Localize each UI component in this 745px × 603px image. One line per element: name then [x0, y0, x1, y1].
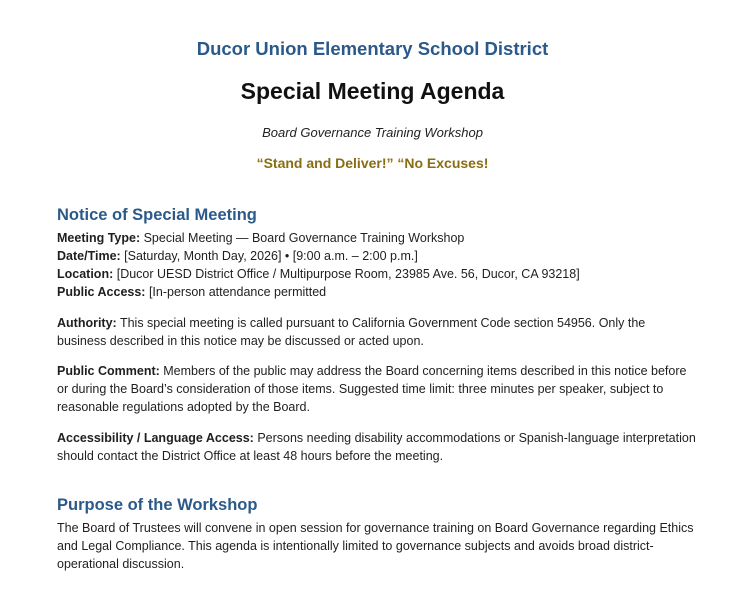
public-access-value: [In-person attendance permitted — [145, 285, 327, 299]
notice-section — [57, 206, 697, 301]
public-comment-label: Public Comment: — [57, 364, 160, 378]
district-motto: “Stand and Deliver!” “No Excuses! — [256, 155, 489, 171]
date-time-value: [Saturday, Month Day, 2026] • [9:00 a.m. – 2:00 p.m.] — [120, 249, 418, 263]
public-access-line — [57, 283, 697, 301]
public-comment-text: Members of the public may address the Board concerning items described in this notice before or during the Board’s consideration of those items. Suggested time limit: three minutes per speaker, subject to reasonable regulations adopted by the Board. — [57, 364, 687, 414]
district-name: Ducor Union Elementary School District — [196, 38, 549, 59]
authority-paragraph — [57, 314, 697, 350]
page-subtitle: Board Governance Training Workshop — [262, 125, 483, 140]
public-access-label: Public Access: — [57, 285, 146, 299]
purpose-section — [57, 496, 697, 573]
notice-heading: Notice of Special Meeting — [57, 206, 257, 224]
purpose-text: The Board of Trustees will convene in open session for governance training on Board Governance regarding Ethics and Legal Compliance. This agenda is intentionally limited to governance subjects and avoids broad district-operational discussion. — [57, 521, 694, 571]
meeting-type-line — [57, 229, 697, 247]
location-line — [57, 265, 697, 283]
authority-label: Authority: — [57, 316, 117, 330]
date-time-label: Date/Time: — [57, 249, 121, 263]
meeting-type-label: Meeting Type: — [57, 231, 141, 245]
meeting-type-value: Special Meeting — Board Governance Training Workshop — [140, 231, 465, 245]
date-time-line — [57, 247, 697, 265]
location-label: Location: — [57, 267, 114, 281]
page-title: Special Meeting Agenda — [240, 78, 505, 104]
purpose-heading: Purpose of the Workshop — [57, 496, 258, 514]
location-value: [Ducor UESD District Office / Multipurpose Room, 23985 Ave. 56, Ducor, CA 93218] — [113, 267, 580, 281]
accessibility-paragraph — [57, 429, 697, 465]
public-comment-paragraph — [57, 362, 697, 416]
accessibility-label: Accessibility / Language Access: — [57, 431, 254, 445]
accessibility-text: Persons needing disability accommodations or Spanish-language interpretation should contact the District Office at least 48 hours before the meeting. — [57, 431, 696, 463]
authority-text: This special meeting is called pursuant to California Government Code section 54956. Only the business described in this notice may be discussed or acted upon. — [57, 316, 646, 348]
